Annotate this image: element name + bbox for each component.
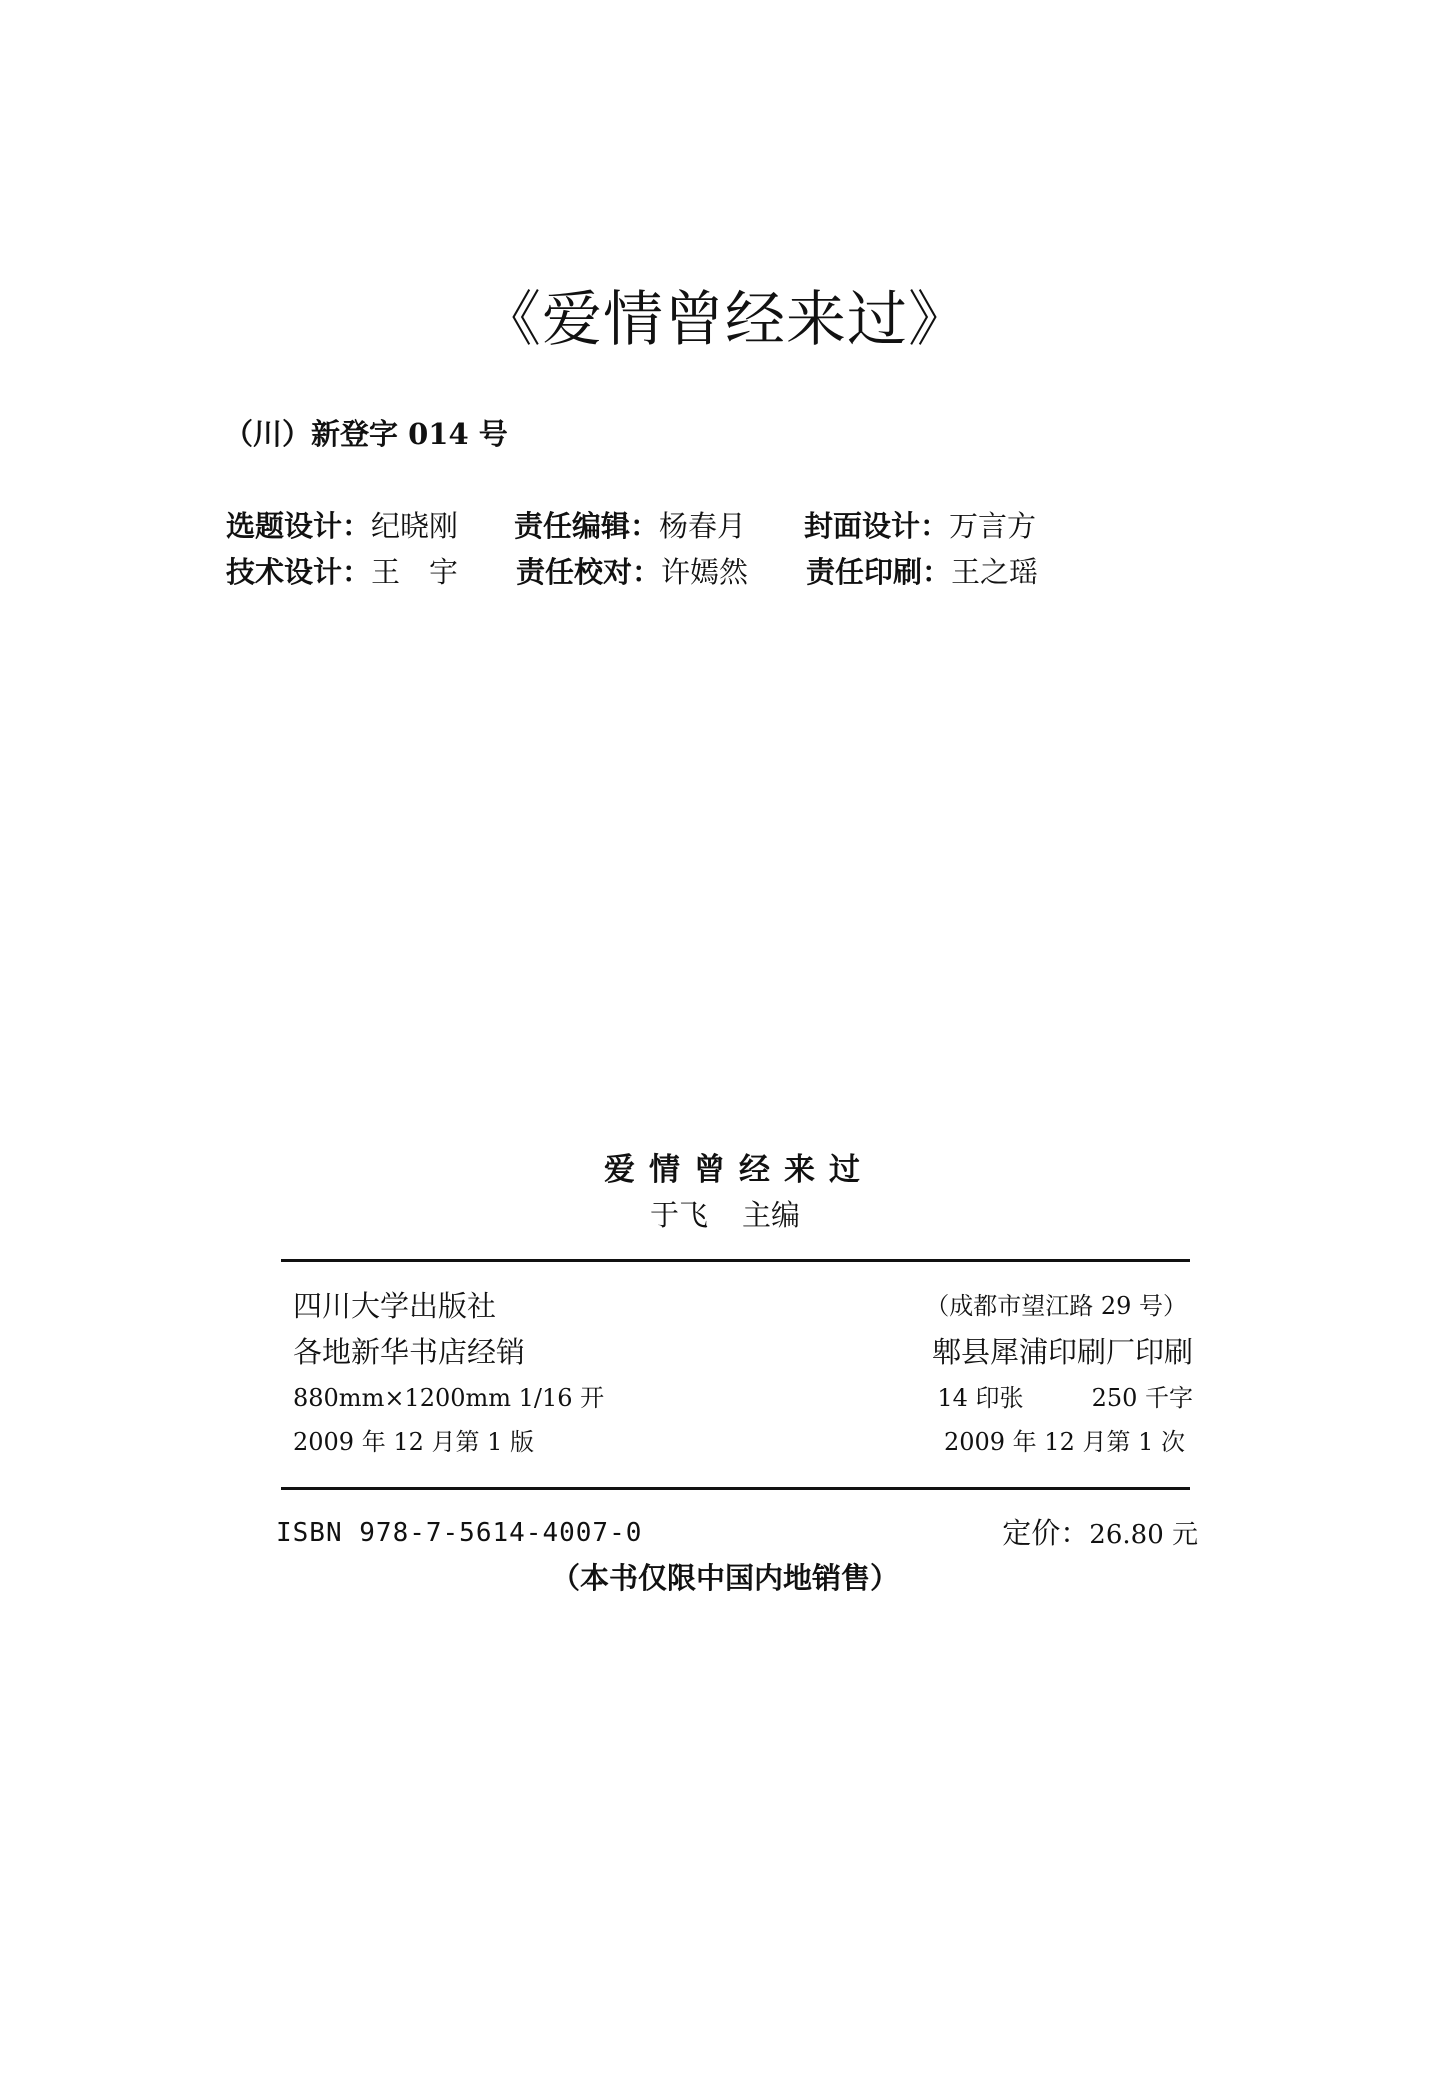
price-label: 定价：: [1002, 1516, 1090, 1550]
format-line: [293, 1380, 1193, 1416]
colophon-book-title: 爱情曾经来过: [604, 1152, 874, 1188]
isbn-price-line: [276, 1513, 1198, 1555]
cover-title: 《爱情曾经来过》: [481, 285, 969, 355]
printer: 郫县犀浦印刷厂印刷: [931, 1335, 1193, 1369]
credit-cover-design: [804, 504, 1036, 548]
registration-line: [224, 412, 508, 456]
word-count: 250 千字: [1091, 1384, 1193, 1412]
credit-label: 选题设计：: [226, 509, 372, 543]
credit-value: 许嫣然: [661, 555, 749, 589]
credit-proofreading: [516, 550, 806, 594]
credit-label: 责任校对：: [516, 555, 662, 589]
publisher-address: （成都市望江路 29 号）: [925, 1292, 1187, 1320]
credit-editor: [514, 504, 804, 548]
editor-role: 主编: [742, 1198, 801, 1232]
distribution-line: [293, 1331, 1193, 1373]
credit-value: 王 宇: [371, 555, 459, 589]
colophon-editor: [0, 1194, 1450, 1236]
credit-label: 责任印刷：: [806, 555, 952, 589]
credit-value: 杨春月: [659, 509, 747, 543]
colophon-top-rule: [281, 1259, 1190, 1262]
registration-prefix: （川）新登字: [224, 417, 399, 451]
edition-line: [293, 1424, 1193, 1460]
credit-label: 封面设计：: [804, 509, 950, 543]
publisher-line: [293, 1285, 1193, 1327]
credit-label: 责任编辑：: [514, 509, 660, 543]
colophon-bottom-rule: [281, 1487, 1190, 1490]
credits-row-2: [226, 550, 1038, 594]
registration-number: 014: [408, 417, 469, 451]
format: 880mm×1200mm 1/16 开: [293, 1384, 605, 1412]
publisher: 四川大学出版社: [293, 1289, 497, 1323]
distributor: 各地新华书店经销: [293, 1335, 526, 1369]
credit-value: 万言方: [949, 509, 1037, 543]
credit-technical-design: [226, 550, 516, 594]
editor-name: 于飞: [649, 1198, 708, 1232]
sales-restriction: （本书仅限中国内地销售）: [550, 1561, 899, 1595]
registration-suffix: 号: [478, 417, 508, 451]
price: [1002, 1513, 1198, 1555]
isbn: ISBN 978-7-5614-4007-0: [276, 1518, 643, 1548]
sheets: 14 印张: [937, 1384, 1024, 1412]
edition: 2009 年 12 月第 1 版: [293, 1428, 535, 1456]
credits-row-1: [226, 504, 1036, 548]
printing: 2009 年 12 月第 1 次: [943, 1428, 1185, 1456]
credit-value: 王之瑶: [951, 555, 1039, 589]
credit-topic-design: [226, 504, 514, 548]
price-value: 26.80 元: [1089, 1520, 1198, 1550]
credit-printing: [806, 550, 1038, 594]
credit-label: 技术设计：: [226, 555, 372, 589]
sheets-and-words: [937, 1380, 1193, 1416]
credit-value: 纪晓刚: [371, 509, 459, 543]
